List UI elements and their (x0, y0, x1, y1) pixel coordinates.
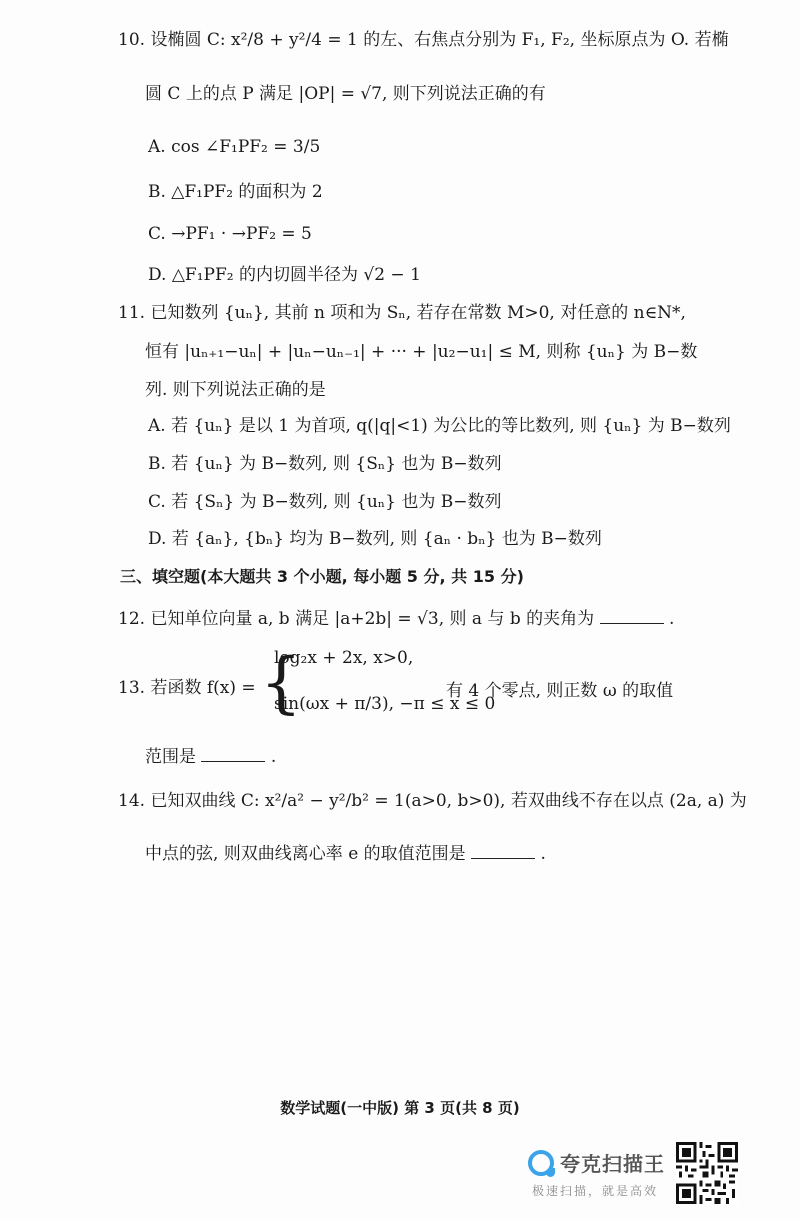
question-14-line-2-text: 中点的弦, 则双曲线离心率 e 的取值范围是 (145, 844, 466, 864)
question-13-line-2 (145, 745, 276, 769)
question-12-text: 12. 已知单位向量 a, b 满足 |a+2b| = √3, 则 a 与 b 的夹角为 (118, 609, 595, 629)
question-10-option-b: B. △F₁PF₂ 的面积为 2 (148, 182, 323, 202)
scanner-watermark (528, 1148, 668, 1208)
answer-blank-12 (600, 607, 664, 624)
question-12-end: . (668, 609, 675, 629)
question-11-line-1: 11. 已知数列 {uₙ}, 其前 n 项和为 Sₙ, 若存在常数 M>0, 对任意的 n∈N*, (118, 303, 686, 323)
question-10-option-d: D. △F₁PF₂ 的内切圆半径为 √2 − 1 (148, 265, 421, 285)
question-13-end: . (270, 747, 277, 767)
question-10-line-2: 圆 C 上的点 P 满足 |OP| = √7, 则下列说法正确的有 (145, 84, 546, 104)
question-11-option-a: A. 若 {uₙ} 是以 1 为首项, q(|q|<1) 为公比的等比数列, 则 {uₙ} 为 B−数列 (148, 416, 731, 436)
piecewise-brace: { (260, 644, 302, 721)
page-footer: 数学试题(一中版) 第 3 页(共 8 页) (280, 1099, 520, 1117)
question-10-option-a: A. cos ∠F₁PF₂ = 3/5 (148, 137, 321, 157)
question-13-suffix: 有 4 个零点, 则正数 ω 的取值 (446, 681, 674, 701)
question-14-line-1: 14. 已知双曲线 C: x²/a² − y²/b² = 1(a>0, b>0), 若双曲线不存在以点 (2a, a) 为 (118, 791, 747, 811)
question-14-end: . (540, 844, 546, 864)
section-3-heading: 三、填空题(本大题共 3 个小题, 每小题 5 分, 共 15 分) (120, 567, 524, 586)
quark-logo-icon (528, 1150, 554, 1176)
answer-blank-14 (471, 842, 535, 859)
question-13-prefix: 13. 若函数 f(x) = (118, 678, 256, 698)
question-11-line-3: 列. 则下列说法正确的是 (145, 380, 326, 400)
question-12 (118, 607, 674, 631)
question-14-line-2 (145, 842, 546, 866)
question-10-line-1: 10. 设椭圆 C: x²/8 + y²/4 = 1 的左、右焦点分别为 F₁, F₂, 坐标原点为 O. 若椭 (118, 30, 729, 50)
question-13-line-2-text: 范围是 (145, 747, 196, 767)
watermark-title: 夸克扫描王 (560, 1152, 665, 1176)
question-10-option-c: C. →PF₁ · →PF₂ = 5 (148, 224, 312, 244)
piecewise-case-1: log₂x + 2x, x>0, (274, 648, 414, 668)
question-11-line-2: 恒有 |uₙ₊₁−uₙ| + |uₙ−uₙ₋₁| + ··· + |u₂−u₁| ≤ M, 则称 {uₙ} 为 B−数 (145, 342, 698, 362)
question-11-option-b: B. 若 {uₙ} 为 B−数列, 则 {Sₙ} 也为 B−数列 (148, 454, 502, 474)
qr-code-icon (676, 1142, 738, 1204)
watermark-subtitle: 极速扫描，就是高效 (532, 1184, 659, 1198)
question-11-option-c: C. 若 {Sₙ} 为 B−数列, 则 {uₙ} 也为 B−数列 (148, 492, 502, 512)
piecewise-case-2: sin(ωx + π/3), −π ≤ x ≤ 0 (274, 694, 496, 714)
answer-blank-13 (201, 745, 265, 762)
question-11-option-d: D. 若 {aₙ}, {bₙ} 均为 B−数列, 则 {aₙ · bₙ} 也为 B−数列 (148, 529, 602, 549)
